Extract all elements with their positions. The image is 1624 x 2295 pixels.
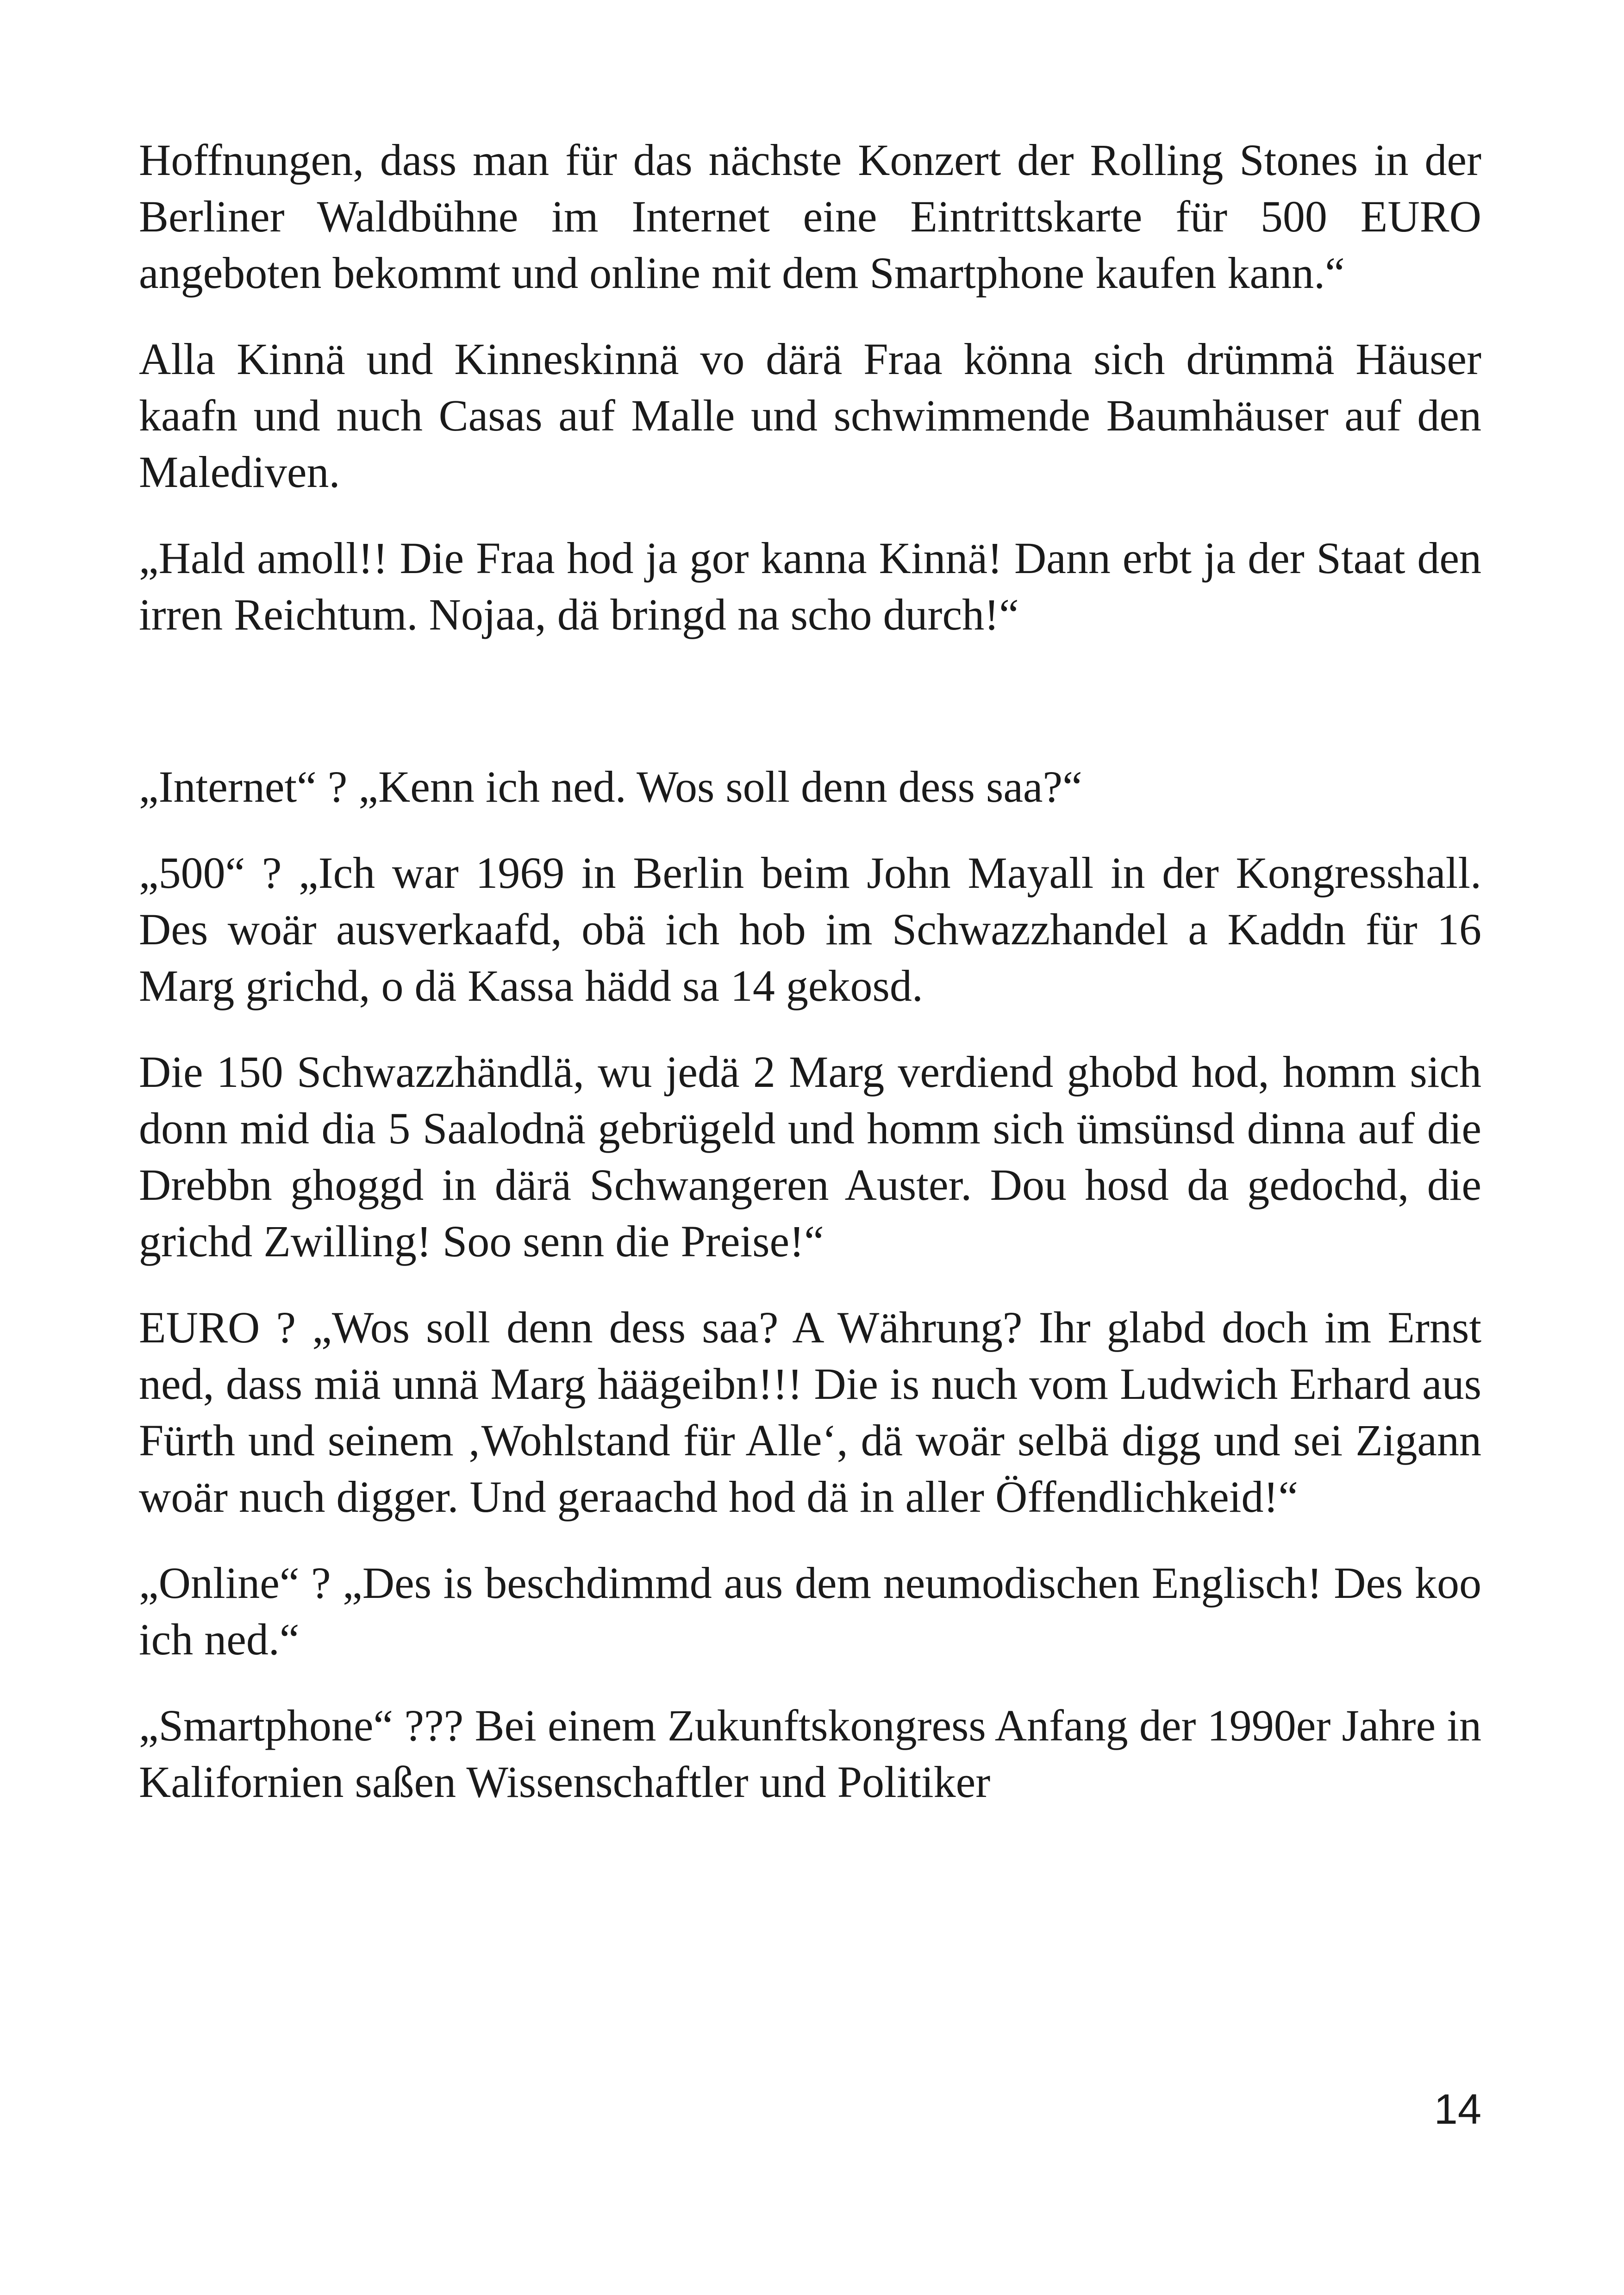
paragraph-9: „Smartphone“ ??? Bei einem Zukunftskongress Anfang der 1990er Jahre in Kalifornien saßen Wissenschaftler und Politiker [139, 1701, 1481, 1807]
paragraph-5: „500“ ? „Ich war 1969 in Berlin beim John Mayall in der Kongresshall. Des woär ausverkaafd, obä ich hob im Schwazzhandel a Kaddn für 16 Marg grichd, o dä Kassa hädd sa 14 gekosd. [139, 848, 1481, 1010]
paragraph-7: EURO ? „Wos soll denn dess saa? A Währung? Ihr glabd doch im Ernst ned, dass miä unnä Marg häägeibn!!! Die is nuch vom Ludwich Erhard aus Fürth und seinem ‚Wohlstand für Alle‘, dä woär selbä digg und sei Zigann woär nuch digger. Und geraachd hod dä in aller Öffendlichkeid!“ [139, 1303, 1481, 1522]
paragraph-2: Alla Kinnä und Kinneskinnä vo därä Fraa könna sich drümmä Häuser kaafn und nuch Casas auf Malle und schwimmende Baumhäuser auf den Malediven. [139, 334, 1481, 497]
page-number: 14 [1434, 2086, 1481, 2133]
text-body [139, 132, 1481, 1840]
paragraph-3: „Hald amoll!! Die Fraa hod ja gor kanna Kinnä! Dann erbt ja der Staat den irren Reichtum. Nojaa, dä bringd na scho durch!“ [139, 533, 1481, 639]
paragraph-4: „Internet“ ? „Kenn ich ned. Wos soll denn dess saa?“ [139, 762, 1082, 811]
paragraph-6: Die 150 Schwazzhändlä, wu jedä 2 Marg verdiend ghobd hod, homm sich donn mid dia 5 Saalodnä gebrügeld und homm sich ümsünsd dinna auf die Drebbn ghoggd in därä Schwangeren Auster. Dou hosd da gedochd, die grichd Zwilling! Soo senn die Preise!“ [139, 1047, 1481, 1266]
paragraph-1: Hoffnungen, dass man für das nächste Konzert der Rolling Stones in der Berliner Waldbühne im Internet eine Eintrittskarte für 500 EURO angeboten bekommt und online mit dem Smartphone kaufen kann.“ [139, 135, 1481, 298]
paragraph-8: „Online“ ? „Des is beschdimmd aus dem neumodischen Englisch! Des koo ich ned.“ [139, 1558, 1481, 1664]
